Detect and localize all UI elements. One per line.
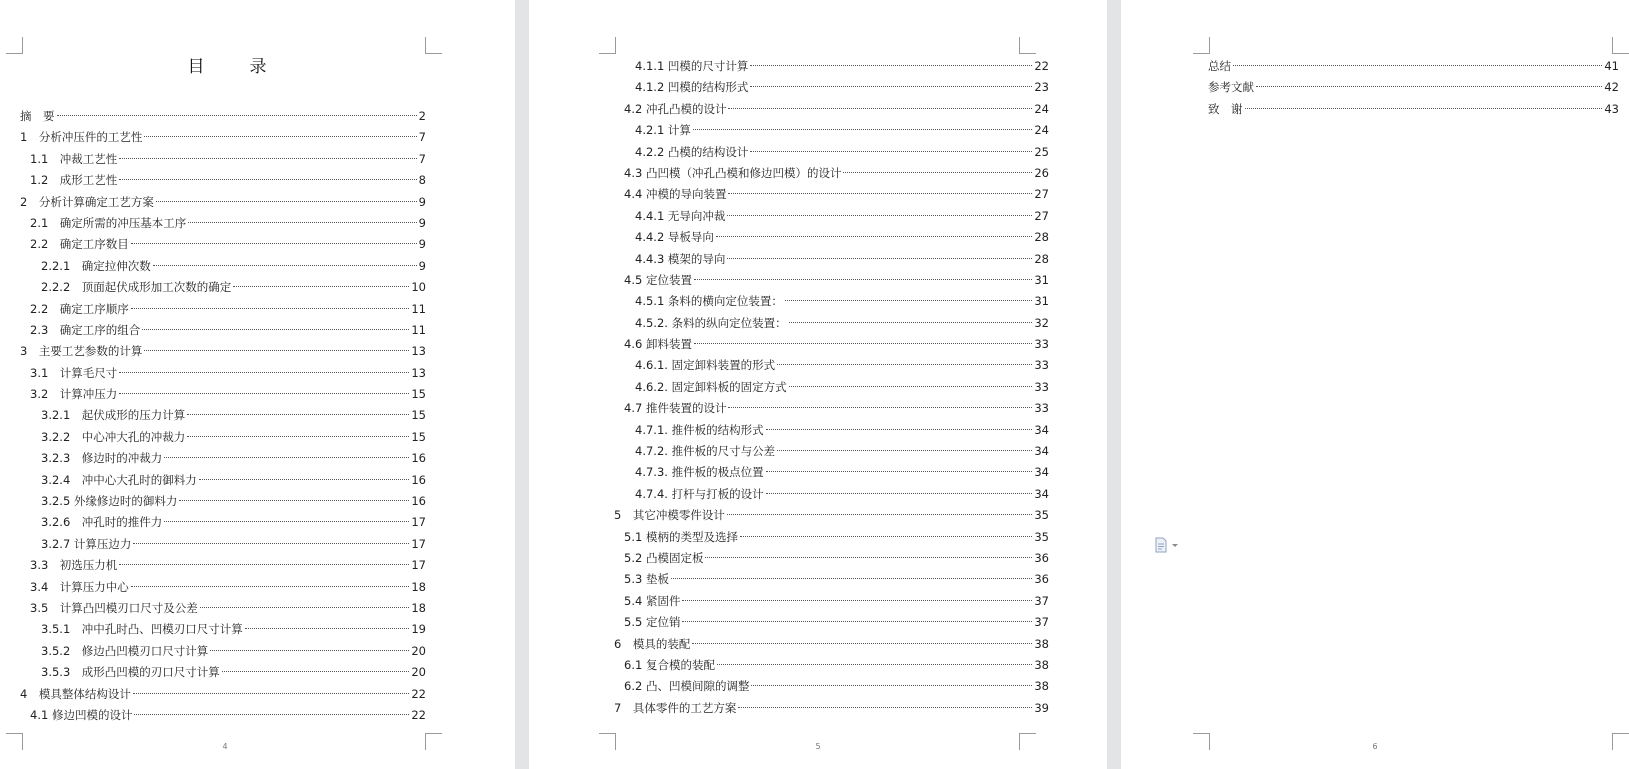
toc-entry[interactable] — [20, 427, 426, 448]
dot-leader — [119, 372, 409, 373]
dot-leader — [843, 172, 1032, 173]
toc-entry-page: 35 — [1034, 508, 1049, 523]
toc-entry[interactable] — [1208, 56, 1619, 77]
toc-entry[interactable] — [1208, 99, 1619, 120]
toc-entry-title: 4.4 冲模的导向装置 — [624, 187, 727, 202]
toc-entry-page: 36 — [1034, 572, 1049, 587]
toc-entry-page: 16 — [411, 451, 426, 466]
toc-entry-page: 15 — [411, 429, 426, 444]
toc-entry-page: 33 — [1034, 358, 1049, 373]
toc-entry-title: 4.4.3 模架的导向 — [635, 251, 726, 266]
toc-entry-title: 5.1 模柄的类型及选择 — [624, 529, 738, 544]
toc-entry[interactable] — [614, 527, 1049, 548]
toc-entry[interactable] — [20, 662, 426, 683]
toc-entry-page: 39 — [1034, 700, 1049, 715]
page-number: 5 — [815, 742, 821, 751]
document-page — [0, 0, 515, 769]
toc-entry-title: 4.6.2. 固定卸料板的固定方式 — [635, 379, 787, 394]
toc-entry[interactable] — [614, 698, 1049, 719]
toc-entry-title: 4.2.2 凸模的结构设计 — [635, 144, 749, 159]
toc-entry[interactable] — [20, 127, 426, 148]
toc-entry-page: 42 — [1604, 80, 1619, 95]
toc-entry[interactable] — [614, 270, 1049, 291]
dot-leader — [750, 65, 1032, 66]
toc-entry-title: 1 分析冲压件的工艺性 — [20, 130, 143, 145]
toc-entry[interactable] — [614, 249, 1049, 270]
toc-entry[interactable] — [614, 206, 1049, 227]
crop-mark — [599, 37, 616, 54]
toc-entry-page: 18 — [411, 579, 426, 594]
toc-entry-title: 5.2 凸模固定板 — [624, 550, 704, 565]
toc-entry-page: 28 — [1034, 251, 1049, 266]
toc-entry[interactable] — [20, 320, 426, 341]
dot-leader — [766, 493, 1033, 494]
toc-entry-title: 2.1 确定所需的冲压基本工序 — [30, 215, 187, 230]
toc-entry-page: 18 — [411, 600, 426, 615]
toc-entry-page: 16 — [411, 494, 426, 509]
dot-leader — [131, 586, 410, 587]
toc-entry-title: 3.2.7 计算压边力 — [41, 536, 132, 551]
dot-leader — [164, 457, 409, 458]
toc-entry-page: 7 — [418, 151, 426, 166]
toc-entry-page: 8 — [418, 173, 426, 188]
toc-entry-page: 24 — [1034, 101, 1049, 116]
toc-entry[interactable] — [20, 491, 426, 512]
toc-entry[interactable] — [614, 77, 1049, 98]
dot-leader — [187, 436, 409, 437]
toc-entry[interactable] — [20, 470, 426, 491]
toc-entry-title: 5.3 垫板 — [624, 572, 669, 587]
toc-entry[interactable] — [614, 441, 1049, 462]
toc-entry-title: 摘 要 — [20, 109, 55, 123]
dot-leader — [717, 664, 1032, 665]
toc-entry-page: 35 — [1034, 529, 1049, 544]
toc-entry[interactable] — [20, 705, 426, 726]
dot-leader — [156, 201, 417, 202]
toc-entry[interactable] — [614, 120, 1049, 141]
dot-leader — [727, 514, 1033, 515]
dot-leader — [1245, 108, 1603, 109]
toc-entry-title: 3.5 计算凸凹模刃口尺寸及公差 — [30, 600, 198, 615]
dot-leader — [694, 343, 1032, 344]
toc-entry[interactable] — [20, 577, 426, 598]
toc-entry-title: 4.2.1 计算 — [635, 123, 691, 138]
dot-leader — [245, 628, 410, 629]
toc-entry-page: 36 — [1034, 550, 1049, 565]
page-number: 6 — [1372, 742, 1378, 751]
dot-leader — [740, 536, 1032, 537]
toc-entry-page: 34 — [1034, 422, 1049, 437]
dot-leader — [705, 557, 1032, 558]
page-number: 4 — [222, 742, 228, 751]
toc-entry-title: 4.7.2. 推件板的尺寸与公差 — [635, 444, 776, 459]
dot-leader — [179, 500, 409, 501]
dot-leader — [750, 86, 1032, 87]
toc-entry-title: 4.5 定位装置 — [624, 272, 692, 287]
toc-entry-title: 4.7.4. 打杆与打板的设计 — [635, 486, 764, 501]
toc-entry-page: 34 — [1034, 486, 1049, 501]
crop-mark — [1612, 37, 1629, 54]
toc-entry-title: 4.1.1 凹模的尺寸计算 — [635, 59, 749, 73]
toc-entry-title: 4.5.2. 条料的纵向定位装置： — [635, 315, 787, 330]
toc-list — [1208, 56, 1619, 120]
toc-entry-title: 6.2 凸、凹模间隙的调整 — [624, 679, 750, 694]
toc-entry-title: 5 其它冲模零件设计 — [614, 508, 725, 523]
toc-entry[interactable] — [614, 313, 1049, 334]
toc-entry[interactable] — [614, 676, 1049, 697]
toc-entry[interactable] — [20, 384, 426, 405]
dot-leader — [785, 300, 1032, 301]
toc-entry-page: 20 — [411, 665, 426, 680]
toc-entry-title: 1.2 成形工艺性 — [30, 173, 118, 188]
toc-entry-title: 6 模具的装配 — [614, 636, 691, 651]
dot-leader — [200, 607, 410, 608]
toc-entry[interactable] — [614, 56, 1049, 77]
toc-entry[interactable] — [20, 234, 426, 255]
dot-leader — [671, 578, 1032, 579]
toc-entry-title: 3.2.6 冲孔时的推件力 — [41, 515, 163, 530]
dot-leader — [142, 329, 409, 330]
dot-leader — [188, 222, 416, 223]
dot-leader — [716, 236, 1032, 237]
dot-leader — [199, 479, 410, 480]
toc-entry-page: 11 — [411, 322, 426, 337]
dot-leader — [727, 215, 1032, 216]
toc-entry[interactable] — [614, 334, 1049, 355]
toc-entry[interactable] — [614, 548, 1049, 569]
toc-list — [614, 56, 1049, 719]
toc-entry[interactable] — [614, 163, 1049, 184]
dot-leader — [57, 115, 417, 116]
toc-entry-page: 33 — [1034, 379, 1049, 394]
toc-entry[interactable] — [20, 170, 426, 191]
toc-entry-page: 26 — [1034, 165, 1049, 180]
toc-list — [20, 106, 426, 726]
toc-entry[interactable] — [20, 641, 426, 662]
toc-entry-title: 4.1 修边凹模的设计 — [30, 707, 133, 722]
toc-entry-title: 3.2.5 外缘修边时的御料力 — [41, 494, 178, 509]
dot-leader — [692, 643, 1032, 644]
dot-leader — [766, 471, 1033, 472]
dot-leader — [728, 407, 1032, 408]
dot-leader — [233, 286, 409, 287]
toc-entry-page: 16 — [411, 472, 426, 487]
toc-entry[interactable] — [20, 277, 426, 298]
toc-entry-page: 28 — [1034, 230, 1049, 245]
toc-entry-page: 27 — [1034, 208, 1049, 223]
toc-entry-title: 3.2.3 修边时的冲裁力 — [41, 451, 163, 466]
toc-entry-page: 24 — [1034, 123, 1049, 138]
toc-entry[interactable] — [614, 484, 1049, 505]
toc-entry-title: 4.6.1. 固定卸料装置的形式 — [635, 358, 776, 373]
dot-leader — [1256, 86, 1602, 87]
dot-leader — [766, 429, 1033, 430]
toc-entry-page: 7 — [418, 130, 426, 145]
toc-entry[interactable] — [20, 256, 426, 277]
dot-leader — [131, 308, 410, 309]
dot-leader — [777, 364, 1032, 365]
toc-entry-page: 13 — [411, 344, 426, 359]
toc-entry-title: 3.2.2 中心冲大孔的冲裁力 — [41, 429, 186, 444]
toc-entry-page: 9 — [418, 194, 426, 209]
crop-mark — [1193, 37, 1210, 54]
dot-leader — [187, 414, 409, 415]
toc-entry-title: 4.3 凸凹模（冲孔凸模和修边凹模）的设计 — [624, 165, 842, 180]
dot-leader — [144, 136, 416, 137]
toc-entry-title: 2 分析计算确定工艺方案 — [20, 194, 154, 209]
dot-leader — [728, 108, 1032, 109]
dot-leader — [133, 543, 409, 544]
toc-entry[interactable] — [614, 377, 1049, 398]
toc-entry-page: 19 — [411, 622, 426, 637]
toc-entry-page: 31 — [1034, 294, 1049, 309]
toc-entry-title: 2.3 确定工序的组合 — [30, 322, 141, 337]
toc-entry-page: 27 — [1034, 187, 1049, 202]
toc-entry-page: 9 — [418, 258, 426, 273]
toc-entry-title: 总结 — [1208, 59, 1231, 73]
dot-leader — [728, 193, 1032, 194]
toc-entry-title: 1.1 冲裁工艺性 — [30, 151, 118, 166]
toc-entry[interactable] — [614, 355, 1049, 376]
dot-leader — [789, 386, 1033, 387]
dot-leader — [119, 564, 409, 565]
toc-entry-page: 37 — [1034, 615, 1049, 630]
toc-entry-title: 2.2 确定工序数目 — [30, 237, 129, 252]
toc-entry-title: 3.5.1 冲中孔时凸、凹模刃口尺寸计算 — [41, 622, 243, 637]
toc-entry-title: 4.2 冲孔凸模的设计 — [624, 101, 727, 116]
toc-entry[interactable] — [20, 512, 426, 533]
dot-leader — [119, 393, 409, 394]
toc-entry[interactable] — [614, 655, 1049, 676]
toc-entry[interactable] — [20, 534, 426, 555]
dot-leader — [789, 322, 1033, 323]
dot-leader — [131, 243, 417, 244]
toc-entry-title: 4.5.1 条料的横向定位装置： — [635, 294, 783, 309]
toc-entry-page: 41 — [1604, 59, 1619, 73]
toc-entry[interactable] — [1208, 77, 1619, 98]
toc-entry-page: 37 — [1034, 593, 1049, 608]
toc-entry-page: 22 — [411, 707, 426, 722]
toc-entry-title: 3.4 计算压力中心 — [30, 579, 129, 594]
dot-leader — [144, 350, 409, 351]
toc-entry-page: 11 — [411, 301, 426, 316]
toc-entry[interactable] — [614, 291, 1049, 312]
toc-entry-title: 5.5 定位销 — [624, 615, 681, 630]
crop-mark — [1019, 37, 1036, 54]
dot-leader — [119, 179, 416, 180]
dot-leader — [222, 671, 410, 672]
toc-entry-title: 3.2.1 起伏成形的压力计算 — [41, 408, 186, 423]
toc-entry-page: 22 — [411, 686, 426, 701]
toc-entry-title: 3.3 初选压力机 — [30, 558, 118, 573]
dot-leader — [134, 714, 409, 715]
toc-entry-page: 43 — [1604, 101, 1619, 116]
toc-entry[interactable] — [20, 684, 426, 705]
dot-leader — [210, 650, 409, 651]
toc-entry-page: 32 — [1034, 315, 1049, 330]
toc-entry-title: 2.2.1 确定拉伸次数 — [41, 258, 151, 273]
document-page — [529, 0, 1107, 769]
toc-entry-title: 4.4.1 无导向冲裁 — [635, 208, 726, 223]
toc-entry-page: 20 — [411, 643, 426, 658]
toc-entry[interactable] — [614, 398, 1049, 419]
dot-leader — [1233, 65, 1602, 66]
toc-entry-title: 4.7.3. 推件板的极点位置 — [635, 465, 764, 480]
toc-entry-title: 6.1 复合模的装配 — [624, 657, 715, 672]
dot-leader — [133, 693, 410, 694]
toc-entry[interactable] — [20, 363, 426, 384]
toc-entry[interactable] — [20, 341, 426, 362]
toc-entry-title: 3 主要工艺参数的计算 — [20, 344, 143, 359]
toc-entry-title: 3.2.4 冲中心大孔时的御料力 — [41, 472, 197, 487]
paste-options-icon[interactable] — [1154, 537, 1184, 553]
toc-entry[interactable] — [614, 184, 1049, 205]
dot-leader — [751, 685, 1032, 686]
toc-entry-page: 38 — [1034, 636, 1049, 651]
toc-entry-page: 2 — [418, 109, 426, 123]
toc-entry-page: 33 — [1034, 337, 1049, 352]
toc-entry[interactable] — [20, 619, 426, 640]
toc-entry[interactable] — [614, 227, 1049, 248]
toc-entry-title: 参考文献 — [1208, 80, 1254, 95]
toc-entry-title: 2.2 确定工序顺序 — [30, 301, 129, 316]
toc-entry-page: 17 — [411, 515, 426, 530]
toc-entry-title: 7 具体零件的工艺方案 — [614, 700, 737, 715]
toc-entry-title: 4.7 推件装置的设计 — [624, 401, 727, 416]
dot-leader — [738, 707, 1032, 708]
toc-entry-title: 致 谢 — [1208, 101, 1243, 116]
toc-entry-page: 15 — [411, 387, 426, 402]
toc-entry[interactable] — [20, 299, 426, 320]
toc-entry-page: 38 — [1034, 679, 1049, 694]
toc-entry-title: 4.6 卸料装置 — [624, 337, 692, 352]
toc-entry[interactable] — [20, 149, 426, 170]
toc-entry-page: 22 — [1034, 59, 1049, 73]
toc-entry-page: 23 — [1034, 80, 1049, 95]
toc-entry[interactable] — [20, 598, 426, 619]
toc-entry[interactable] — [20, 448, 426, 469]
toc-entry[interactable] — [614, 634, 1049, 655]
toc-entry-page: 10 — [411, 280, 426, 295]
toc-entry[interactable] — [20, 106, 426, 127]
toc-title: 目 录 — [187, 57, 281, 77]
toc-entry-page: 13 — [411, 365, 426, 380]
toc-entry-title: 3.5.2 修边凸凹模刃口尺寸计算 — [41, 643, 209, 658]
toc-entry-title: 3.1 计算毛尺寸 — [30, 365, 118, 380]
dot-leader — [682, 621, 1032, 622]
toc-entry-page: 17 — [411, 558, 426, 573]
toc-entry-page: 15 — [411, 408, 426, 423]
toc-entry-page: 33 — [1034, 401, 1049, 416]
dot-leader — [777, 450, 1032, 451]
dot-leader — [693, 129, 1032, 130]
toc-entry[interactable] — [614, 591, 1049, 612]
toc-entry-title: 5.4 紧固件 — [624, 593, 681, 608]
dot-leader — [727, 258, 1032, 259]
toc-entry-title: 2.2.2 顶面起伏成形加工次数的确定 — [41, 280, 232, 295]
toc-entry-page: 34 — [1034, 465, 1049, 480]
toc-entry-page: 31 — [1034, 272, 1049, 287]
toc-entry-page: 9 — [418, 237, 426, 252]
document-page — [1121, 0, 1629, 769]
toc-entry[interactable] — [20, 405, 426, 426]
toc-entry-title: 3.5.3 成形凸凹模的刃口尺寸计算 — [41, 665, 220, 680]
toc-entry[interactable] — [614, 420, 1049, 441]
toc-entry[interactable] — [614, 505, 1049, 526]
toc-entry[interactable] — [614, 569, 1049, 590]
dot-leader — [694, 279, 1032, 280]
toc-entry-page: 34 — [1034, 444, 1049, 459]
dot-leader — [682, 600, 1032, 601]
toc-entry-title: 4.7.1. 推件板的结构形式 — [635, 422, 764, 437]
toc-entry[interactable] — [20, 192, 426, 213]
toc-entry[interactable] — [614, 462, 1049, 483]
dot-leader — [750, 151, 1032, 152]
toc-entry-page: 38 — [1034, 657, 1049, 672]
dot-leader — [153, 265, 417, 266]
toc-entry-title: 4.4.2 导板导向 — [635, 230, 714, 245]
toc-entry-title: 3.2 计算冲压力 — [30, 387, 118, 402]
dot-leader — [119, 158, 416, 159]
toc-entry-page: 17 — [411, 536, 426, 551]
toc-entry[interactable] — [614, 142, 1049, 163]
toc-entry-page: 25 — [1034, 144, 1049, 159]
toc-entry[interactable] — [20, 555, 426, 576]
toc-entry-page: 9 — [418, 215, 426, 230]
toc-entry[interactable] — [614, 612, 1049, 633]
toc-entry[interactable] — [20, 213, 426, 234]
toc-entry[interactable] — [614, 99, 1049, 120]
dot-leader — [164, 521, 409, 522]
toc-entry-title: 4 模具整体结构设计 — [20, 686, 131, 701]
toc-entry-title: 4.1.2 凹模的结构形式 — [635, 80, 749, 95]
